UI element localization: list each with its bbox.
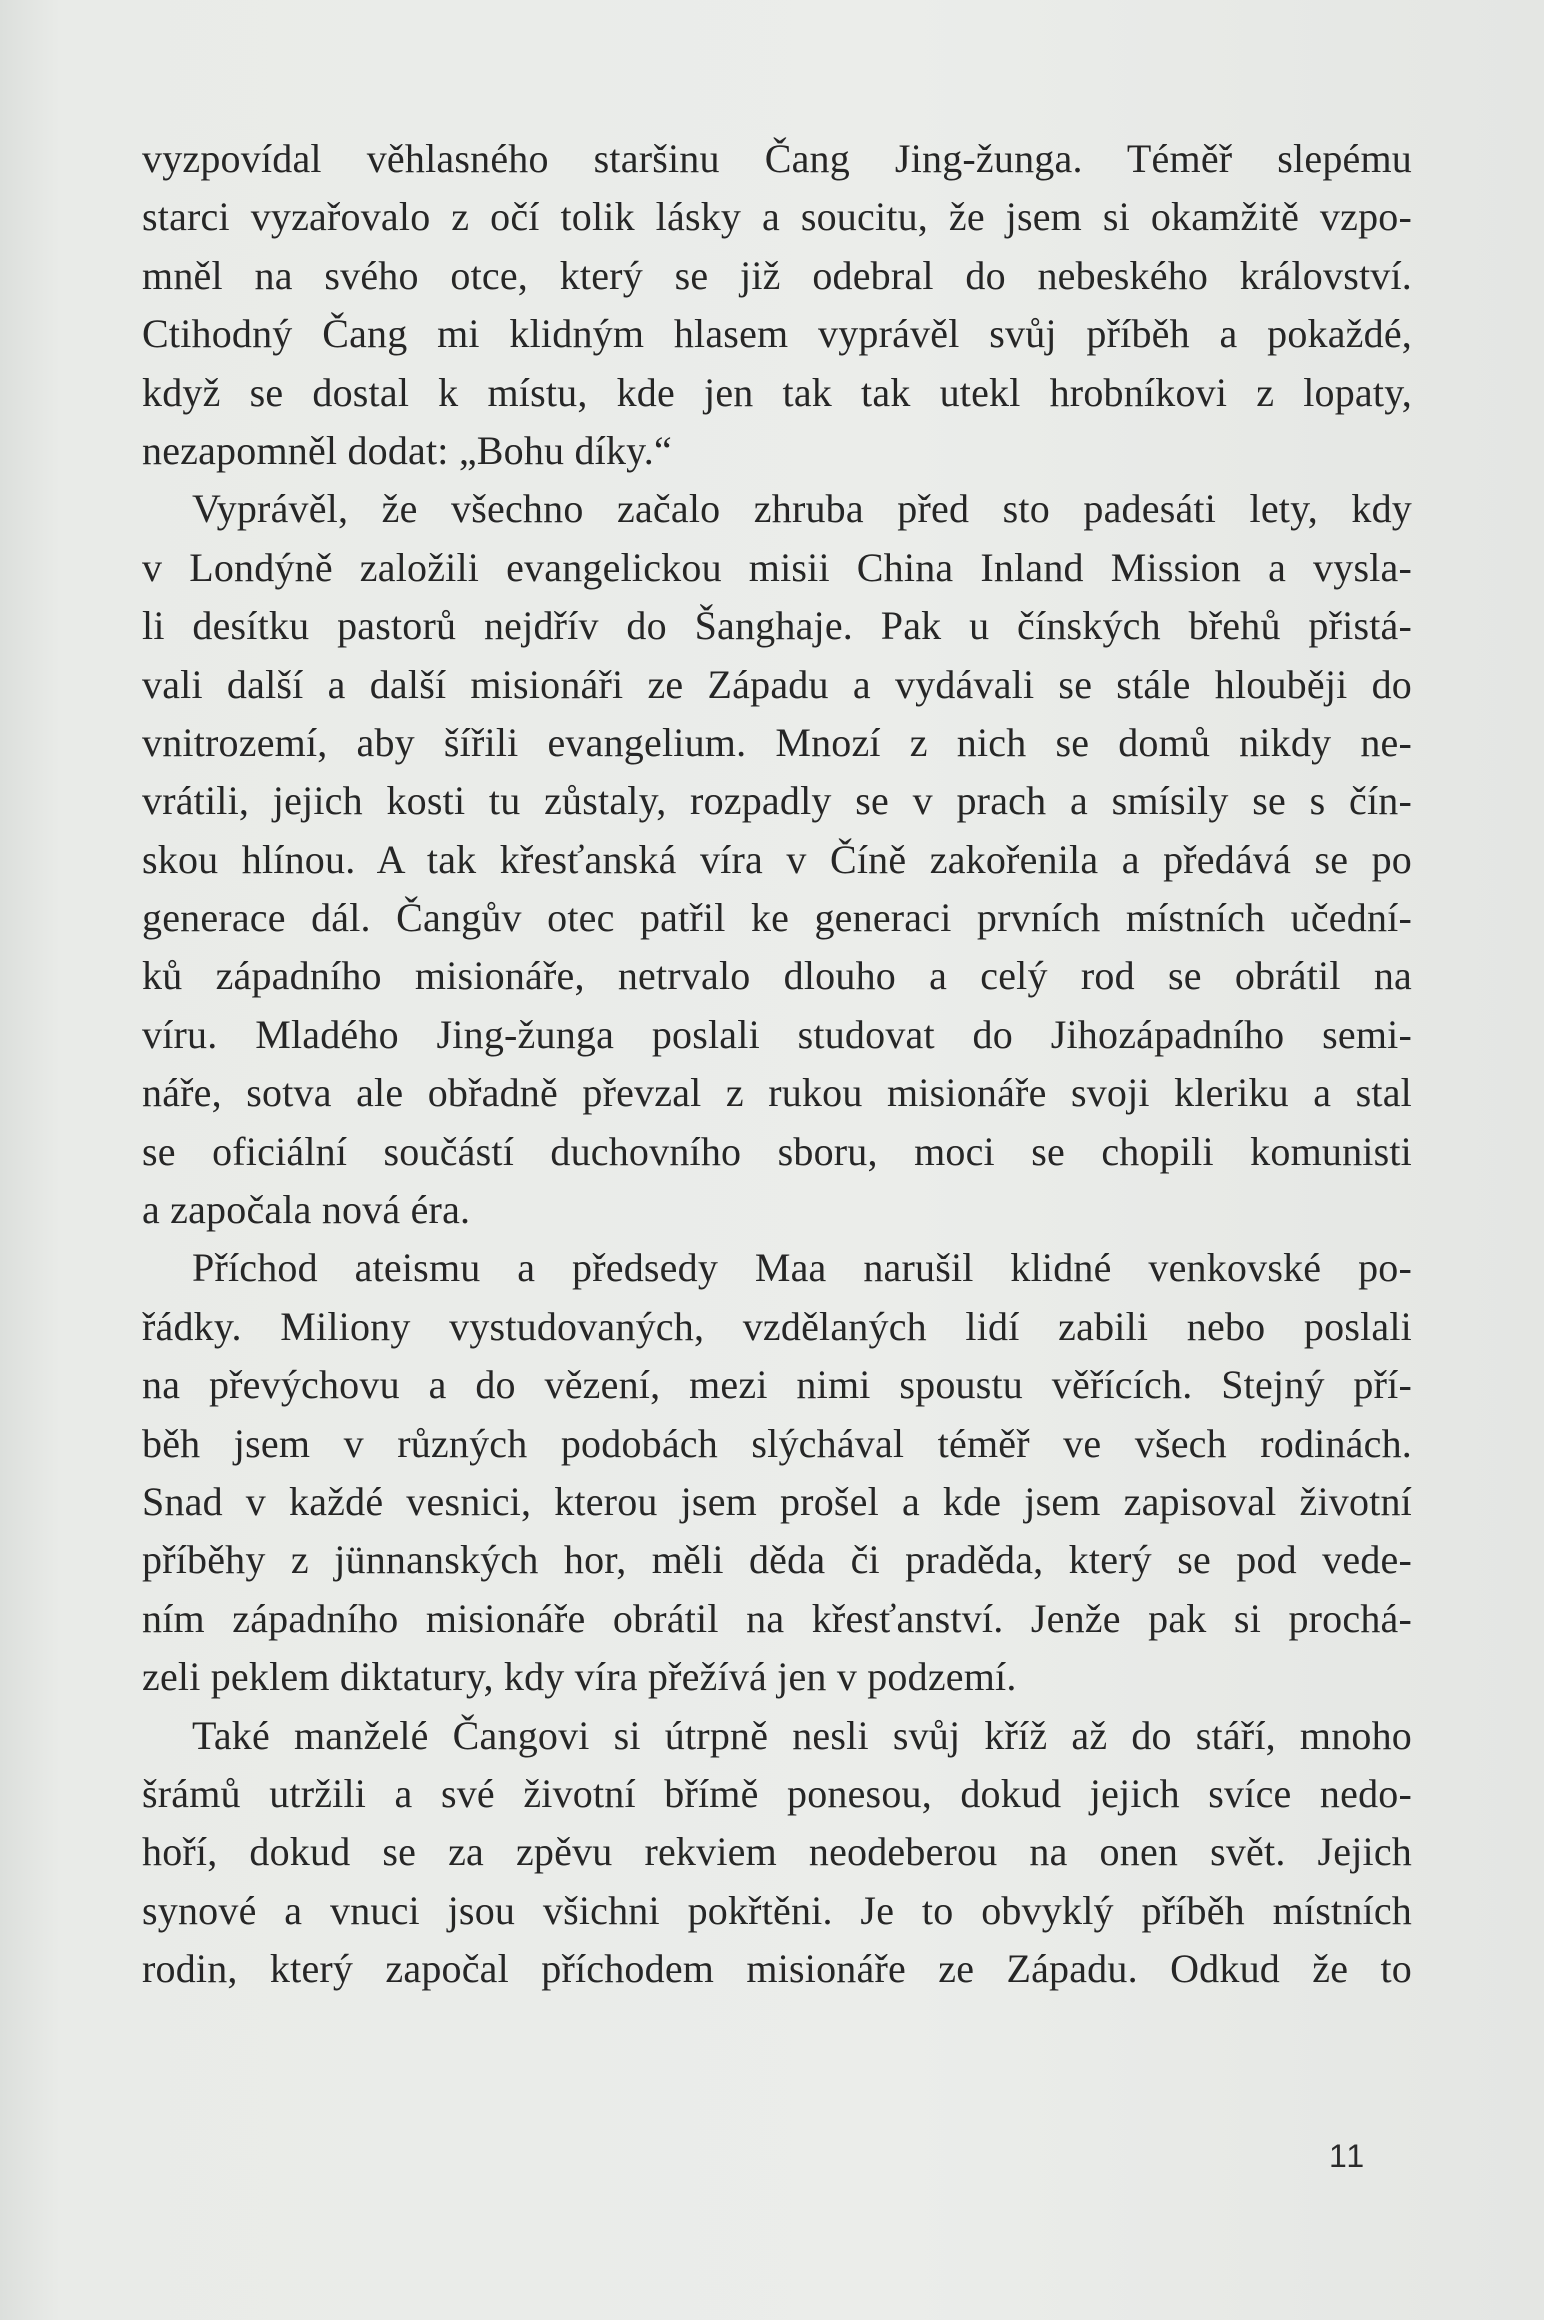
text-line: Ctihodný Čang mi klidným hlasem vyprávěl svůj příběh a pokaždé, [142,311,1412,357]
text-line: víru. Mladého Jing-žunga poslali studovat do Jihozápadního semi- [142,1011,1412,1057]
text-line: rodin, který započal příchodem misionáře ze Západu. Odkud že to [142,1946,1412,1992]
text-line: Příchod ateismu a předsedy Maa narušil klidné venkovské po- [192,1245,1412,1291]
text-line: nezapomněl dodat: „Bohu díky.“ [142,427,672,473]
text-line: náře, sotva ale obřadně převzal z rukou misionáře svoji kleriku a stal [142,1070,1412,1116]
text-line: li desítku pastorů nejdřív do Šanghaje. Pak u čínských břehů přistá- [142,603,1412,649]
text-line: zeli peklem diktatury, kdy víra přežívá jen v podzemí. [142,1654,1017,1700]
text-line: generace dál. Čangův otec patřil ke generaci prvních místních učední- [142,895,1412,941]
text-line: skou hlínou. A tak křesťanská víra v Číně zakořenila a předává se po [142,836,1412,882]
paragraph-2 [142,480,1412,1239]
text-line: hoří, dokud se za zpěvu rekviem neodeberou na onen svět. Jejich [142,1829,1412,1875]
paragraph-4 [142,1707,1412,1999]
text-line: vyzpovídal věhlasného staršinu Čang Jing-žunga. Téměř slepému [142,136,1412,181]
paragraph-3 [142,1239,1412,1706]
text-line: řádky. Miliony vystudovaných, vzdělaných lidí zabili nebo poslali [142,1303,1412,1349]
text-line: Také manželé Čangovi si útrpně nesli svůj kříž až do stáří, mnoho [192,1712,1412,1758]
text-line: příběhy z jünnanských hor, měli děda či praděda, který se pod vede- [142,1537,1412,1583]
text-line: starci vyzařovalo z očí tolik lásky a soucitu, že jsem si okamžitě vzpo- [142,194,1412,240]
text-line: běh jsem v různých podobách slýchával téměř ve všech rodinách. [142,1420,1412,1466]
text-line: a započala nová éra. [142,1187,471,1233]
text-line: když se dostal k místu, kde jen tak tak utekl hrobníkovi z lopaty, [142,369,1412,415]
text-line: ním západního misionáře obrátil na křesťanství. Jenže pak si prochá- [142,1595,1412,1641]
paragraph-1 [142,130,1412,480]
text-line: šrámů utržili a své životní břímě ponesou, dokud jejich svíce nedo- [142,1770,1412,1816]
page-number: 11 [1329,2138,1367,2174]
text-line: vnitrozemí, aby šířili evangelium. Mnozí z nich se domů nikdy ne- [142,719,1412,765]
text-line: Vyprávěl, že všechno začalo zhruba před sto padesáti lety, kdy [192,486,1412,532]
body-text [142,130,1412,1999]
text-line: mněl na svého otce, který se již odebral do nebeského království. [142,252,1412,298]
text-line: synové a vnuci jsou všichni pokřtěni. Je to obvyklý příběh místních [142,1887,1412,1933]
text-line: na převýchovu a do vězení, mezi nimi spoustu věřících. Stejný pří- [142,1362,1412,1408]
text-line: se oficiální součástí duchovního sboru, moci se chopili komunisti [142,1128,1412,1174]
text-line: Snad v každé vesnici, kterou jsem prošel a kde jsem zapisoval životní [142,1478,1412,1524]
text-line: vali další a další misionáři ze Západu a vydávali se stále hlouběji do [142,661,1412,707]
text-line: v Londýně založili evangelickou misii China Inland Mission a vysla- [142,544,1412,590]
text-line: ků západního misionáře, netrvalo dlouho a celý rod se obrátil na [142,953,1412,999]
text-line: vrátili, jejich kosti tu zůstaly, rozpadly se v prach a smísily se s čín- [142,778,1412,824]
